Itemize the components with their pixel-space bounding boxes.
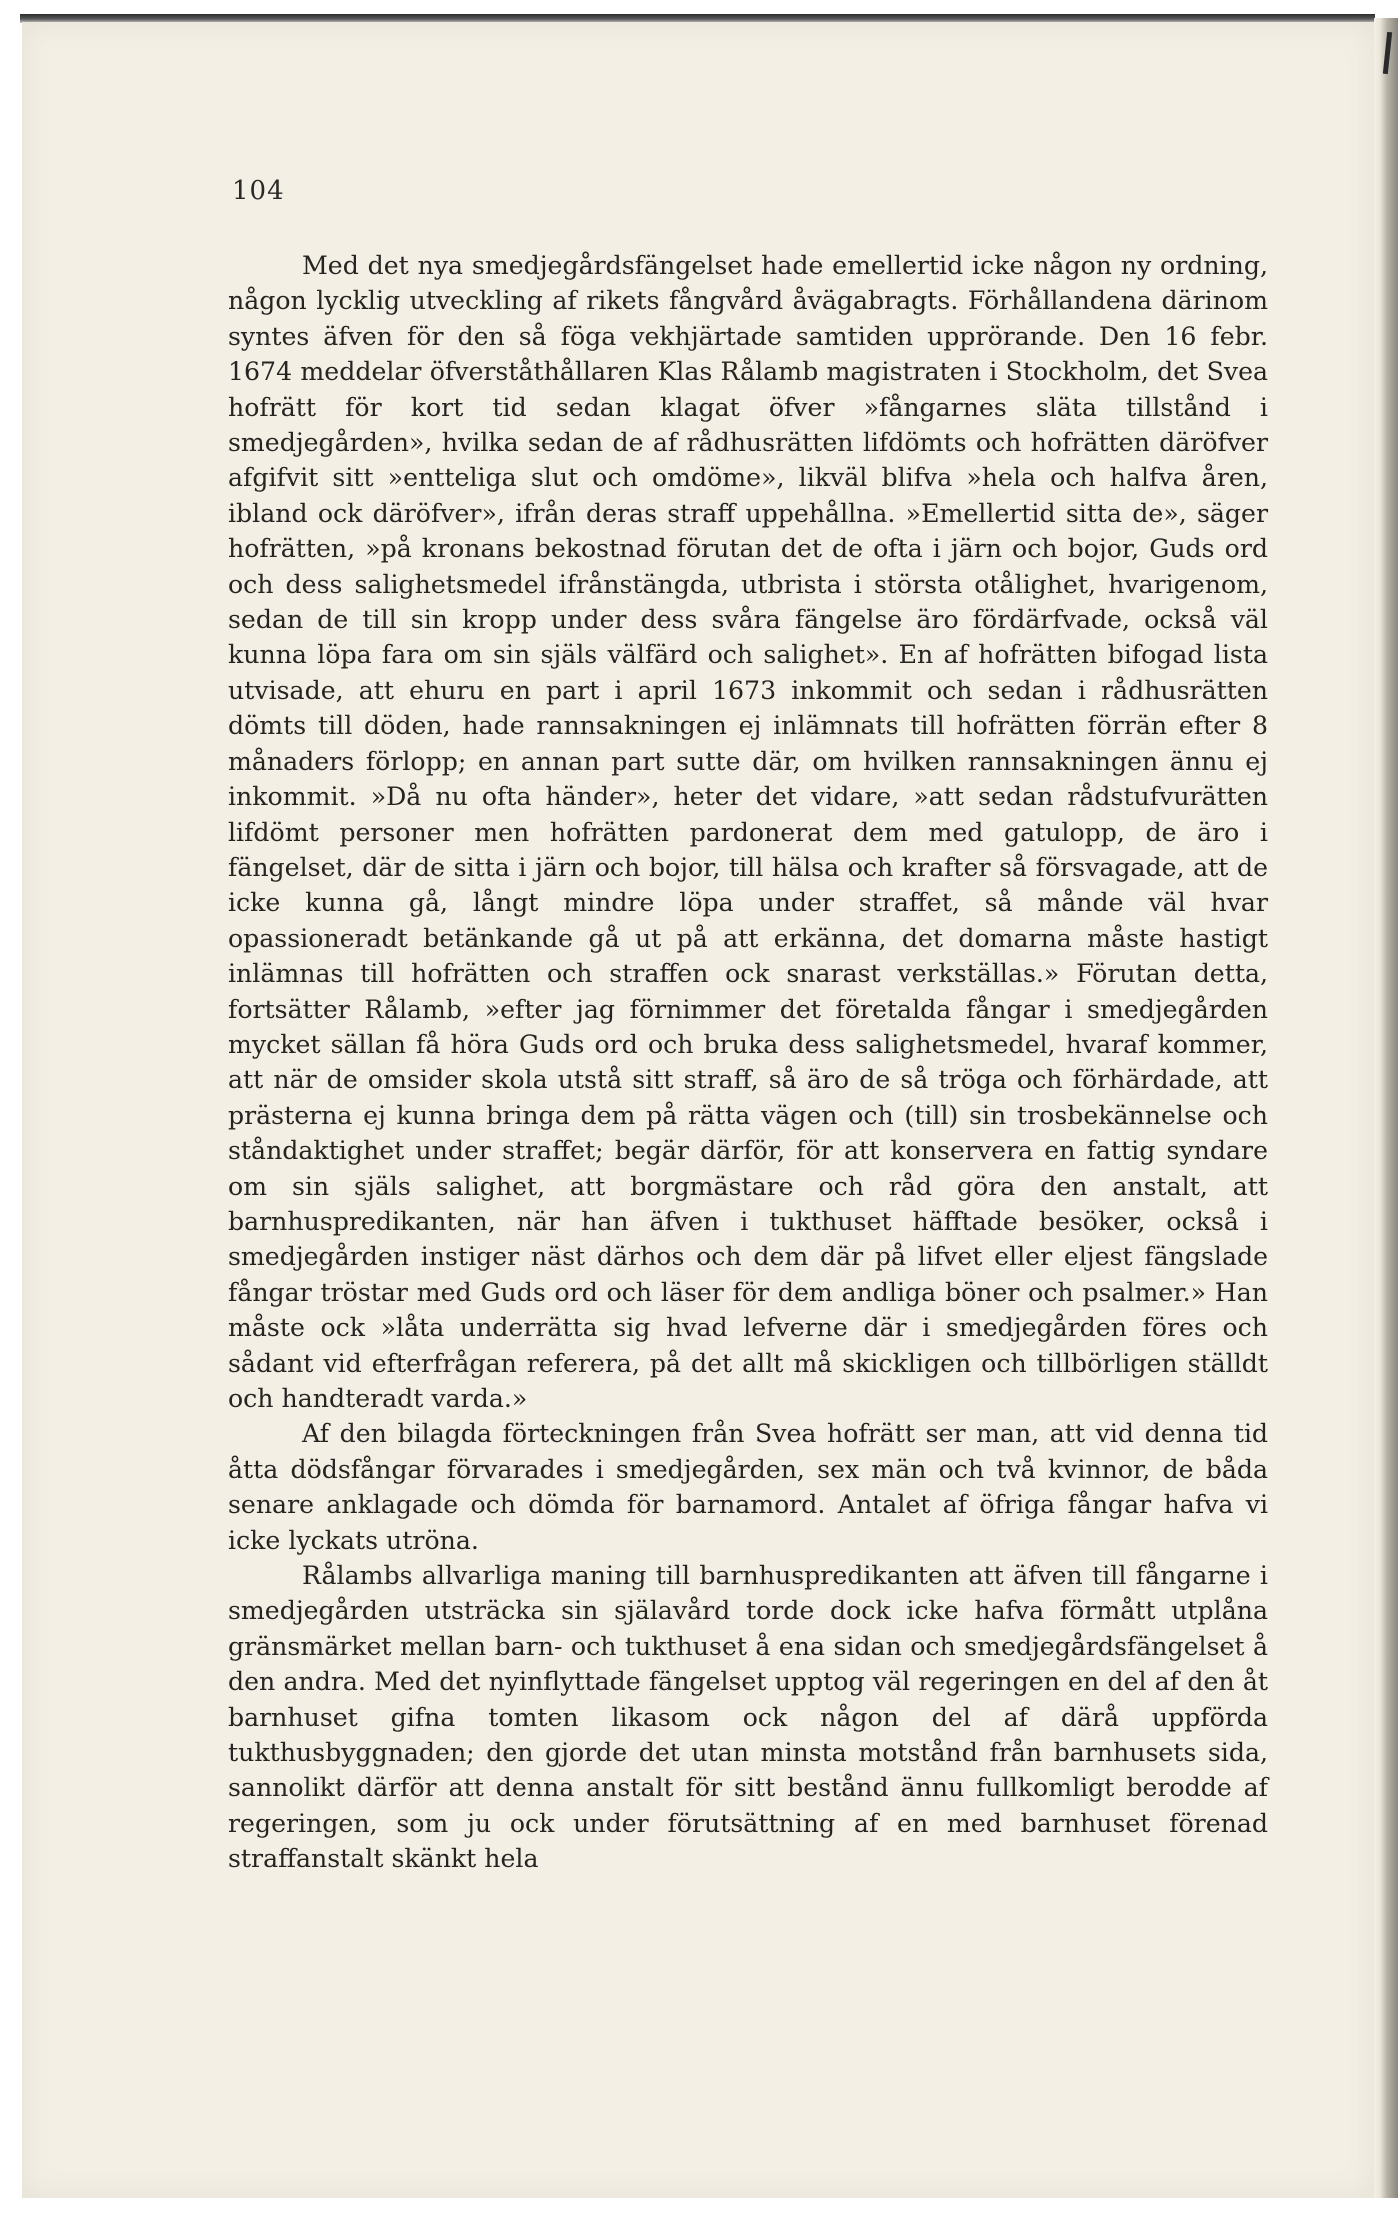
paragraph: Af den bilagda förteckningen från Svea hofrätt ser man, att vid denna tid åtta dödsfångar förvarades i smedjegården, sex män och två kvinnor, de båda senare anklagade och dömda för barnamord. Antalet af öfriga fångar hafva vi icke lyckats utröna.: [228, 1419, 1268, 1555]
paragraph: Rålambs allvarliga maning till barnhuspredikanten att äfven till fångarne i smedjegården utsträcka sin själavård torde dock icke hafva förmått utplåna gränsmärket mellan barn- och tukthuset å ena sidan och smedjegårdsfängelset å den andra. Med det nyinflyttade fängelset upptog väl regeringen en del af den åt barnhuset gifna tomten likasom ock någon del af därå uppförda tukthusbyggnaden; den gjorde det utan minsta motstånd från barnhusets sida, sannolikt därför att denna anstalt för sitt bestånd ännu fullkomligt berodde af regeringen, som ju ock under förutsättning af en med barnhuset förenad straffanstalt skänkt hela: [228, 1561, 1268, 1874]
page-number: 104: [232, 176, 285, 206]
page-edge-shadow: [1374, 18, 1398, 2198]
body-text: [228, 248, 1268, 1877]
paragraph: Med det nya smedjegårdsfängelset hade emellertid icke någon ny ordning, någon lycklig utveckling af rikets fångvård åvägabragts. Förhållandena därinom syntes äfven för den så föga vekhjärtade samtiden upprörande. Den 16 febr. 1674 meddelar öfverståthållaren Klas Rålamb magistraten i Stockholm, det Svea hofrätt för kort tid sedan klagat öfver »fångarnes släta tillstånd i smedjegården», hvilka sedan de af rådhusrätten lifdömts och hofrätten däröfver afgifvit sitt »entteliga slut och omdöme», likväl blifva »hela och halfva åren, ibland ock däröfver», ifrån deras straff uppehållna. »Emellertid sitta de», säger hofrätten, »på kronans bekostnad förutan det de ofta i järn och bojor, Guds ord och dess salighetsmedel ifrånstängda, utbrista i största otålighet, hvarigenom, sedan de till sin kropp under dess svåra fängelse äro fördärfvade, också väl kunna löpa fara om sin själs välfärd och salighet». En af hofrätten bifogad lista utvisade, att ehuru en part i april 1673 inkommit och sedan i rådhusrätten dömts till döden, hade rannsakningen ej inlämnats till hofrätten förrän efter 8 månaders förlopp; en annan part sutte där, om hvilken rannsakningen ännu ej inkommit. »Då nu ofta händer», heter det vidare, »att sedan rådstufvurätten lifdömt personer men hofrätten pardonerat dem med gatulopp, de äro i fängelset, där de sitta i järn och bojor, till hälsa och krafter så försvagade, att de icke kunna gå, långt mindre löpa under straffet, så månde väl hvar opassioneradt betänkande gå ut på att erkänna, det domarna måste hastigt inlämnas till hofrätten och straffen ock snarast verkställas.» Förutan detta, fortsätter Rålamb, »efter jag förnimmer det företalda fångar i smedjegården mycket sällan få höra Guds ord och bruka dess salighetsmedel, hvaraf kommer, att när de omsider skola utstå sitt straff, så äro de så tröga och förhärdade, att prästerna ej kunna bringa dem på rätta vägen och (till) sin trosbekännelse och ståndaktighet under straffet; begär därför, för att konservera en fattig syndare om sin själs salighet, att borgmästare och råd göra den anstalt, att barnhuspredikanten, när han äfven i tukthuset häfftade besöker, också i smedjegården instiger näst därhos och dem där på lifvet eller eljest fängslade fångar tröstar med Guds ord och läser för dem andliga böner och psalmer.» Han måste ock »låta underrätta sig hvad lefverne där i smedjegården föres och sådant vid efterfrågan referera, på det allt må skickligen och tillbörligen ställdt och handteradt varda.»: [228, 251, 1268, 1413]
